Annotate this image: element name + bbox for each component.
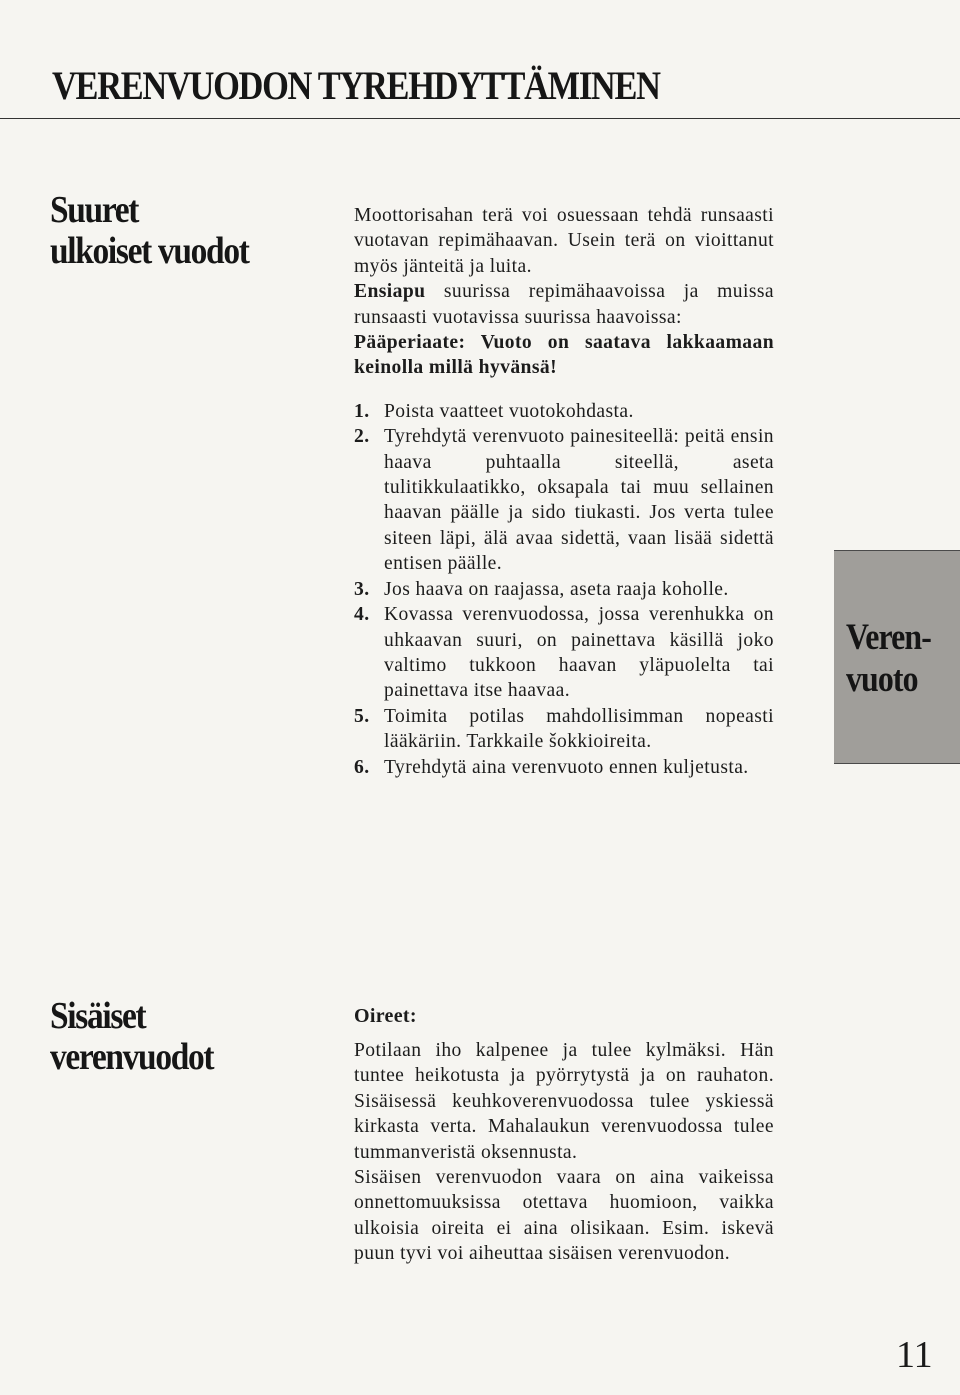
title-rule: [0, 118, 960, 119]
section-body-external-bleeding: [354, 203, 774, 780]
section-heading-line: verenvuodot: [50, 1036, 214, 1078]
page-title: VERENVUODON TYREHDYTTÄMINEN: [52, 63, 660, 108]
danger-paragraph: Sisäisen verenvuodon vaara on aina vaikeissa onnettomuuksissa otettava huomioon, vaikka ulkoisia oireita ei aina olisikaan. Esim. iskevä puun tyvi voi aiheuttaa sisäisen verenvuodon.: [354, 1167, 774, 1265]
section-heading-internal-bleeding: [50, 996, 213, 1078]
step-number: 2.: [354, 426, 370, 448]
step-number: 5.: [354, 705, 370, 727]
symptoms-heading: Oireet:: [354, 1005, 417, 1027]
section-heading-line: ulkoiset vuodot: [50, 230, 249, 272]
symptoms-paragraph: Potilaan iho kalpenee ja tulee kylmäksi. Hän tuntee heikotusta ja pyörrytystä ja on rauhaton. Sisäisessä keuhkoverenvuodossa tulee yskiessä kirkasta verta. Mahalaukun verenvuodossa tulee tummanveristä oksennusta.: [354, 1040, 774, 1163]
chapter-tab: [834, 550, 960, 764]
step-item: [354, 704, 774, 755]
chapter-tab-label: [846, 617, 931, 701]
step-item: [354, 399, 774, 424]
page-number: 11: [896, 1334, 933, 1376]
step-text: Tyrehdytä aina verenvuoto ennen kuljetusta.: [384, 756, 749, 778]
step-item: [354, 424, 774, 576]
step-item: [354, 755, 774, 780]
step-text: Jos haava on raajassa, aseta raaja koholle.: [384, 578, 729, 600]
step-item: [354, 602, 774, 704]
step-number: 1.: [354, 400, 370, 422]
chapter-tab-line: Veren-: [846, 617, 931, 658]
step-text: Toimita potilas mahdollisimman nopeasti lääkäriin. Tarkkaile šokkioireita.: [384, 705, 774, 753]
chapter-tab-line: vuoto: [846, 659, 918, 700]
step-number: 4.: [354, 604, 370, 626]
step-item: [354, 577, 774, 602]
step-number: 6.: [354, 756, 370, 778]
first-aid-text: suurissa repimähaavoissa ja muissa runsaasti vuotavissa suurissa haavoissa:: [354, 281, 774, 328]
first-aid-paragraph: [354, 279, 774, 330]
intro-paragraph: Moottorisahan terä voi osuessaan tehdä runsaasti vuotavan repimähaavan. Usein terä on vioittanut myös jänteitä ja luita.: [354, 205, 774, 277]
principle-paragraph: [354, 330, 774, 381]
step-text: Kovassa verenvuodossa, jossa verenhukka on uhkaavan suuri, on painettava käsillä joko valtimo tukkoon haavan yläpuolelta tai painettava itse haavaa.: [384, 604, 774, 702]
section-body-internal-bleeding: [354, 1038, 774, 1267]
step-text: Poista vaatteet vuotokohdasta.: [384, 400, 634, 422]
first-aid-label: Ensiapu: [354, 281, 426, 303]
section-heading-line: Suuret: [50, 189, 139, 231]
principle-text: Pääperiaate: Vuoto on saatava lakkaamaan keinolla millä hyvänsä!: [354, 332, 774, 379]
step-text: Tyrehdytä verenvuoto painesiteellä: peitä ensin haava puhtaalla siteellä, aseta tulitikkulaatikko, oksapala tai muu sellainen haavan päälle ja sido tiukasti. Jos verta tulee siteen läpi, älä avaa sidettä, vaan lisää sidettä entisen päälle.: [384, 426, 774, 575]
first-aid-steps: [354, 399, 774, 780]
step-number: 3.: [354, 578, 370, 600]
section-heading-line: Sisäiset: [50, 995, 146, 1037]
section-heading-external-bleeding: [50, 190, 249, 272]
